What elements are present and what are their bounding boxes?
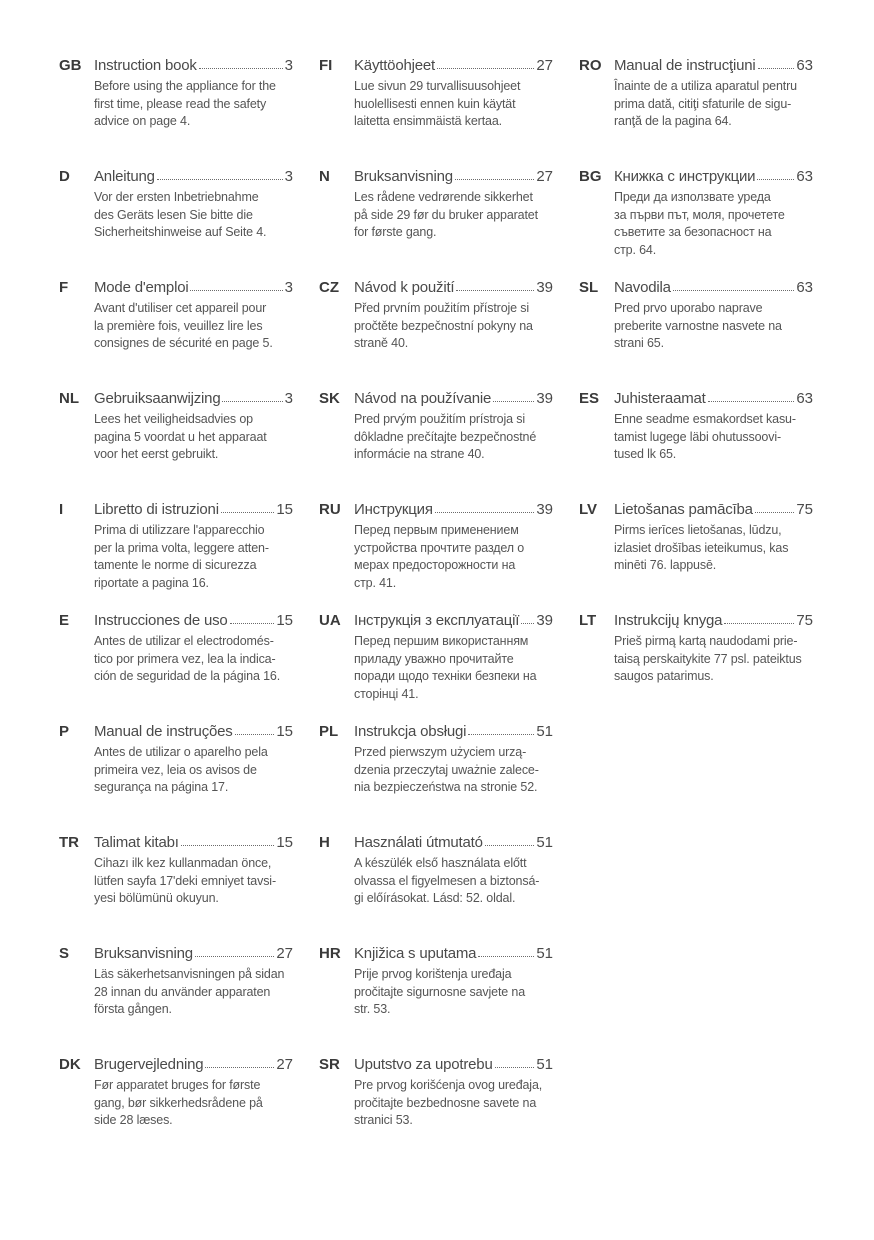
- safety-note-line: per la prima volta, leggere atten-: [94, 540, 269, 555]
- dot-leader: [521, 611, 534, 624]
- language-entry: [319, 1055, 557, 1166]
- manual-title: Instrukcijų knyga: [614, 612, 723, 629]
- safety-note-line: Läs säkerhetsanvisningen på sidan: [94, 967, 285, 981]
- safety-note: [94, 189, 299, 242]
- page-number: 3: [284, 168, 293, 185]
- page-number: 15: [276, 834, 293, 851]
- manual-title-row: [94, 611, 293, 631]
- safety-note: [94, 744, 299, 797]
- manual-title-row: [94, 389, 293, 409]
- safety-note-line: Avant d'utiliser cet appareil pour: [94, 301, 267, 315]
- safety-note-line: Vor der ersten Inbetriebnahme: [94, 190, 259, 204]
- page-number: 15: [276, 501, 293, 518]
- safety-note-line: Sicherheitshinweise auf Seite 4.: [94, 225, 267, 240]
- safety-note-line: Преди да използвате уреда: [614, 190, 771, 204]
- dot-leader: [222, 389, 282, 402]
- language-code: ES: [579, 390, 600, 407]
- safety-note-line: A készülék első használata előtt: [354, 856, 527, 870]
- language-entry: [579, 611, 817, 722]
- page-number: 15: [276, 612, 293, 629]
- safety-note-line: consignes de sécurité en page 5.: [94, 336, 273, 351]
- language-column: [59, 56, 297, 1166]
- language-entry: [319, 278, 557, 389]
- manual-title: Manual de instrucţiuni: [614, 57, 756, 74]
- safety-note-line: Before using the appliance for the: [94, 79, 276, 93]
- manual-title-row: [614, 167, 813, 187]
- language-entry: [319, 500, 557, 611]
- language-column: [579, 56, 817, 722]
- language-code: UA: [319, 612, 341, 629]
- safety-note-line: straně 40.: [354, 336, 409, 351]
- safety-note: [94, 1077, 299, 1130]
- manual-title-row: [94, 500, 293, 520]
- page-number: 3: [284, 390, 293, 407]
- safety-note-line: Pre prvog korišćenja ovog uređaja,: [354, 1078, 543, 1092]
- safety-note-line: pročitajte bezbednosne savete na: [354, 1095, 537, 1110]
- safety-note-line: izlasiet drošības ieteikumus, kas: [614, 540, 789, 555]
- safety-note-line: huolellisesti ennen kuin käytät: [354, 96, 516, 111]
- manual-title-row: [354, 944, 553, 964]
- safety-note-line: Lue sivun 29 turvallisuusohjeet: [354, 79, 521, 93]
- language-entry: [319, 944, 557, 1055]
- manual-title-row: [614, 389, 813, 409]
- language-entry: [579, 389, 817, 500]
- language-entry: [59, 167, 297, 278]
- manual-title-row: [354, 611, 553, 631]
- safety-note-line: Prieš pirmą kartą naudodami prie-: [614, 634, 798, 648]
- dot-leader: [456, 278, 534, 291]
- page-number: 51: [536, 834, 553, 851]
- safety-note-line: Před prvním použitím přístroje si: [354, 301, 529, 315]
- dot-leader: [190, 278, 282, 291]
- manual-title-row: [354, 722, 553, 742]
- manual-title: Instrucciones de uso: [94, 612, 228, 629]
- language-code: E: [59, 612, 70, 629]
- language-code: CZ: [319, 279, 339, 296]
- language-entry: [59, 833, 297, 944]
- safety-note-line: Lees het veiligheidsadvies op: [94, 412, 253, 426]
- language-entry: [319, 722, 557, 833]
- manual-title-row: [94, 167, 293, 187]
- manual-title: Instrukcja obsługi: [354, 723, 467, 740]
- safety-note-line: Przed pierwszym użyciem urzą-: [354, 745, 527, 759]
- language-entry: [59, 389, 297, 500]
- safety-note: [354, 633, 559, 703]
- safety-note: [354, 1077, 559, 1130]
- language-code: F: [59, 279, 69, 296]
- manual-title: Uputstvo za upotrebu: [354, 1056, 493, 1073]
- page-number: 63: [796, 57, 813, 74]
- manual-title: Gebruiksaanwijzing: [94, 390, 221, 407]
- safety-note-line: Les rådene vedrørende sikkerhet: [354, 190, 533, 204]
- safety-note-line: pagina 5 voordat u het apparaat: [94, 429, 267, 444]
- manual-title: Návod na používanie: [354, 390, 492, 407]
- manual-title: Інструкція з експлуатації: [354, 612, 520, 629]
- safety-note-line: riportate a pagina 16.: [94, 575, 209, 590]
- page-number: 27: [276, 1056, 293, 1073]
- dot-leader: [485, 833, 535, 846]
- safety-note-line: olvassa el figyelmesen a biztonsá-: [354, 873, 540, 888]
- safety-note-line: Før apparatet bruges for første: [94, 1078, 261, 1092]
- dot-leader: [230, 611, 275, 624]
- language-entry: [579, 167, 817, 278]
- safety-note-line: tused lk 65.: [614, 447, 677, 462]
- safety-note-line: yesi bölümünü okuyun.: [94, 891, 219, 906]
- safety-note-line: Pirms ierīces lietošanas, lūdzu,: [614, 523, 782, 537]
- language-entry: [319, 167, 557, 278]
- safety-note-line: Antes de utilizar o aparelho pela: [94, 745, 268, 759]
- dot-leader: [221, 500, 274, 513]
- safety-note: [354, 300, 559, 353]
- safety-note-line: taisą perskaitykite 77 psl. pateiktus: [614, 651, 802, 666]
- language-code: HR: [319, 945, 341, 962]
- language-entry: [319, 833, 557, 944]
- page-number: 39: [536, 279, 553, 296]
- language-entry: [319, 389, 557, 500]
- safety-note: [614, 78, 819, 131]
- safety-note-line: preberite varnostne nasvete na: [614, 318, 782, 333]
- language-code: LV: [579, 501, 598, 518]
- manual-title-row: [354, 167, 553, 187]
- language-code: FI: [319, 57, 333, 74]
- safety-note: [94, 633, 299, 686]
- manual-title: Bruksanvisning: [94, 945, 193, 962]
- page-number: 27: [536, 168, 553, 185]
- safety-note-line: 28 innan du använder apparaten: [94, 984, 271, 999]
- manual-title: Használati útmutató: [354, 834, 483, 851]
- language-entry: [579, 56, 817, 167]
- language-code: P: [59, 723, 70, 740]
- safety-note: [614, 300, 819, 353]
- safety-note-line: dôkladne prečítajte bezpečnostné: [354, 429, 537, 444]
- dot-leader: [478, 944, 534, 957]
- manual-title-row: [94, 278, 293, 298]
- language-code: SR: [319, 1056, 340, 1073]
- language-entry: [59, 500, 297, 611]
- manual-title: Книжка с инструкции: [614, 168, 756, 185]
- safety-note: [94, 411, 299, 464]
- page-number: 15: [276, 723, 293, 740]
- page-number: 27: [536, 57, 553, 74]
- manual-title-row: [614, 611, 813, 631]
- safety-note-line: tamist lugege läbi ohutussoovi-: [614, 429, 781, 444]
- safety-note-line: Prima di utilizzare l'apparecchio: [94, 523, 265, 537]
- safety-note-line: съветите за безопасност на: [614, 225, 772, 240]
- safety-note-line: nia bezpieczeństwa na stronie 52.: [354, 780, 538, 795]
- safety-note: [94, 78, 299, 131]
- safety-note-line: str. 53.: [354, 1002, 391, 1017]
- language-code: BG: [579, 168, 602, 185]
- manual-title: Talimat kitabı: [94, 834, 179, 851]
- dot-leader: [195, 944, 274, 957]
- safety-note: [94, 966, 299, 1019]
- dot-leader: [493, 389, 534, 402]
- safety-note-line: Pred prvým použitím prístroja si: [354, 412, 525, 426]
- manual-title-row: [614, 500, 813, 520]
- page-number: 27: [276, 945, 293, 962]
- page-number: 3: [284, 57, 293, 74]
- language-entry: [59, 722, 297, 833]
- manual-title: Instruction book: [94, 57, 197, 74]
- page-number: 39: [536, 612, 553, 629]
- language-entry: [319, 56, 557, 167]
- page-number: 3: [284, 279, 293, 296]
- language-code: TR: [59, 834, 79, 851]
- safety-note-line: Перед первым применением: [354, 523, 519, 537]
- safety-note-line: pročtěte bezpečnostní pokyny na: [354, 318, 533, 333]
- dot-leader: [495, 1055, 535, 1068]
- dot-leader: [235, 722, 275, 735]
- manual-title-row: [94, 944, 293, 964]
- manual-title: Manual de instruções: [94, 723, 233, 740]
- manual-title: Инструкция: [354, 501, 433, 518]
- language-code: I: [59, 501, 64, 518]
- safety-note: [94, 855, 299, 908]
- manual-title: Juhisteraamat: [614, 390, 706, 407]
- manual-title: Bruksanvisning: [354, 168, 453, 185]
- safety-note: [94, 522, 299, 592]
- safety-note: [614, 411, 819, 464]
- safety-note-line: tamente le norme di sicurezza: [94, 558, 257, 573]
- page-number: 39: [536, 501, 553, 518]
- page-number: 63: [796, 168, 813, 185]
- safety-note-line: Antes de utilizar el electrodomés-: [94, 634, 274, 648]
- manual-title-row: [354, 278, 553, 298]
- manual-title-row: [94, 1055, 293, 1075]
- safety-note: [354, 966, 559, 1019]
- safety-note-line: lütfen sayfa 17'deki emniyet tavsi-: [94, 873, 276, 888]
- page-number: 51: [536, 945, 553, 962]
- safety-note-line: gi előírásokat. Lásd: 52. oldal.: [354, 891, 516, 906]
- safety-note-line: voor het eerst gebruikt.: [94, 447, 219, 462]
- manual-title-row: [354, 1055, 553, 1075]
- safety-note-line: Pred prvo uporabo naprave: [614, 301, 763, 315]
- language-code: N: [319, 168, 330, 185]
- safety-note-line: приладу уважно прочитайте: [354, 651, 514, 666]
- language-code: S: [59, 945, 70, 962]
- manual-title: Anleitung: [94, 168, 155, 185]
- manual-title: Libretto di istruzioni: [94, 501, 219, 518]
- safety-note-line: Cihazı ilk kez kullanmadan önce,: [94, 856, 272, 870]
- safety-note-line: pročitajte sigurnosne savjete na: [354, 984, 525, 999]
- language-code: H: [319, 834, 330, 851]
- manual-title-row: [94, 833, 293, 853]
- safety-note: [354, 189, 559, 242]
- safety-note-line: side 28 læses.: [94, 1113, 173, 1128]
- dot-leader: [205, 1055, 274, 1068]
- safety-note-line: första gången.: [94, 1002, 172, 1017]
- manual-title-row: [614, 278, 813, 298]
- dot-leader: [755, 500, 795, 513]
- safety-note-line: поради щодо техніки безпеки на: [354, 669, 537, 684]
- manual-title-row: [354, 389, 553, 409]
- language-entry: [579, 278, 817, 389]
- safety-note-line: за първи път, моля, прочетете: [614, 207, 785, 222]
- language-entry: [319, 611, 557, 722]
- language-entry: [59, 1055, 297, 1166]
- safety-note-line: стр. 64.: [614, 242, 657, 257]
- manual-title: Käyttöohjeet: [354, 57, 435, 74]
- safety-note-line: strani 65.: [614, 336, 664, 351]
- page-number: 75: [796, 501, 813, 518]
- safety-note: [614, 633, 819, 686]
- manual-title-row: [354, 56, 553, 76]
- safety-note-line: segurança na página 17.: [94, 780, 229, 795]
- safety-note-line: ranţă de la pagina 64.: [614, 114, 732, 129]
- language-code: RO: [579, 57, 602, 74]
- language-code: D: [59, 168, 70, 185]
- safety-note-line: мерах предосторожности на: [354, 558, 516, 573]
- safety-note-line: stranici 53.: [354, 1113, 413, 1128]
- dot-leader: [673, 278, 795, 291]
- page-number: 63: [796, 279, 813, 296]
- manual-title: Knjižica s uputama: [354, 945, 477, 962]
- safety-note-line: gang, bør sikkerhedsrådene på: [94, 1095, 263, 1110]
- safety-note: [354, 78, 559, 131]
- safety-note: [354, 411, 559, 464]
- safety-note-line: dzenia przeczytaj uważnie zalece-: [354, 762, 539, 777]
- dot-leader: [708, 389, 795, 402]
- safety-note-line: primeira vez, leia os avisos de: [94, 762, 257, 777]
- page-number: 39: [536, 390, 553, 407]
- manual-title-row: [354, 500, 553, 520]
- safety-note-line: på side 29 før du bruker apparatet: [354, 207, 538, 222]
- safety-note-line: ción de seguridad de la página 16.: [94, 669, 281, 684]
- page-number: 51: [536, 723, 553, 740]
- manual-title-row: [354, 833, 553, 853]
- language-entry: [59, 56, 297, 167]
- safety-note-line: first time, please read the safety: [94, 96, 267, 111]
- dot-leader: [758, 56, 795, 69]
- dot-leader: [435, 500, 535, 513]
- language-code: LT: [579, 612, 597, 629]
- safety-note-line: laitetta ensimmäistä kertaa.: [354, 114, 502, 129]
- safety-note-line: des Geräts lesen Sie bitte die: [94, 207, 253, 222]
- safety-note: [614, 522, 819, 575]
- safety-note-line: saugos patarimus.: [614, 669, 714, 684]
- language-entry: [59, 611, 297, 722]
- language-entry: [579, 500, 817, 611]
- manual-title: Brugervejledning: [94, 1056, 204, 1073]
- safety-note-line: minēti 76. lappusē.: [614, 558, 717, 573]
- safety-note-line: сторінці 41.: [354, 686, 419, 701]
- page-number: 63: [796, 390, 813, 407]
- language-code: NL: [59, 390, 79, 407]
- safety-note-line: prima dată, citiţi sfaturile de sigu-: [614, 96, 792, 111]
- language-code: PL: [319, 723, 339, 740]
- manual-title: Navodila: [614, 279, 671, 296]
- safety-note-line: Prije prvog korištenja uređaja: [354, 967, 512, 981]
- dot-leader: [724, 611, 794, 624]
- language-code: DK: [59, 1056, 81, 1073]
- page-number: 51: [536, 1056, 553, 1073]
- safety-note: [354, 855, 559, 908]
- language-column: [319, 56, 557, 1166]
- dot-leader: [757, 167, 794, 180]
- dot-leader: [157, 167, 283, 180]
- safety-note-line: устройства прочтите раздел о: [354, 540, 525, 555]
- dot-leader: [199, 56, 283, 69]
- dot-leader: [181, 833, 275, 846]
- language-entry: [59, 944, 297, 1055]
- dot-leader: [468, 722, 534, 735]
- safety-note: [354, 744, 559, 797]
- safety-note-line: informácie na strane 40.: [354, 447, 485, 462]
- safety-note-line: Перед першим використанням: [354, 634, 529, 648]
- language-code: GB: [59, 57, 82, 74]
- dot-leader: [455, 167, 534, 180]
- manual-title: Mode d'emploi: [94, 279, 189, 296]
- safety-note-line: стр. 41.: [354, 575, 397, 590]
- safety-note-line: tico por primera vez, lea la indica-: [94, 651, 276, 666]
- safety-note: [354, 522, 559, 592]
- manual-title-row: [94, 56, 293, 76]
- page-number: 75: [796, 612, 813, 629]
- language-code: SK: [319, 390, 340, 407]
- safety-note-line: la première fois, veuillez lire les: [94, 318, 263, 333]
- manual-title: Lietošanas pamācība: [614, 501, 753, 518]
- safety-note-line: Înainte de a utiliza aparatul pentru: [614, 79, 797, 93]
- dot-leader: [437, 56, 534, 69]
- safety-note: [614, 189, 819, 259]
- safety-note: [94, 300, 299, 353]
- language-code: SL: [579, 279, 599, 296]
- manual-title-row: [94, 722, 293, 742]
- safety-note-line: for første gang.: [354, 225, 437, 240]
- manual-title-row: [614, 56, 813, 76]
- safety-note-line: advice on page 4.: [94, 114, 191, 129]
- language-code: RU: [319, 501, 341, 518]
- language-entry: [59, 278, 297, 389]
- safety-note-line: Enne seadme esmakordset kasu-: [614, 412, 796, 426]
- manual-title: Návod k použití: [354, 279, 455, 296]
